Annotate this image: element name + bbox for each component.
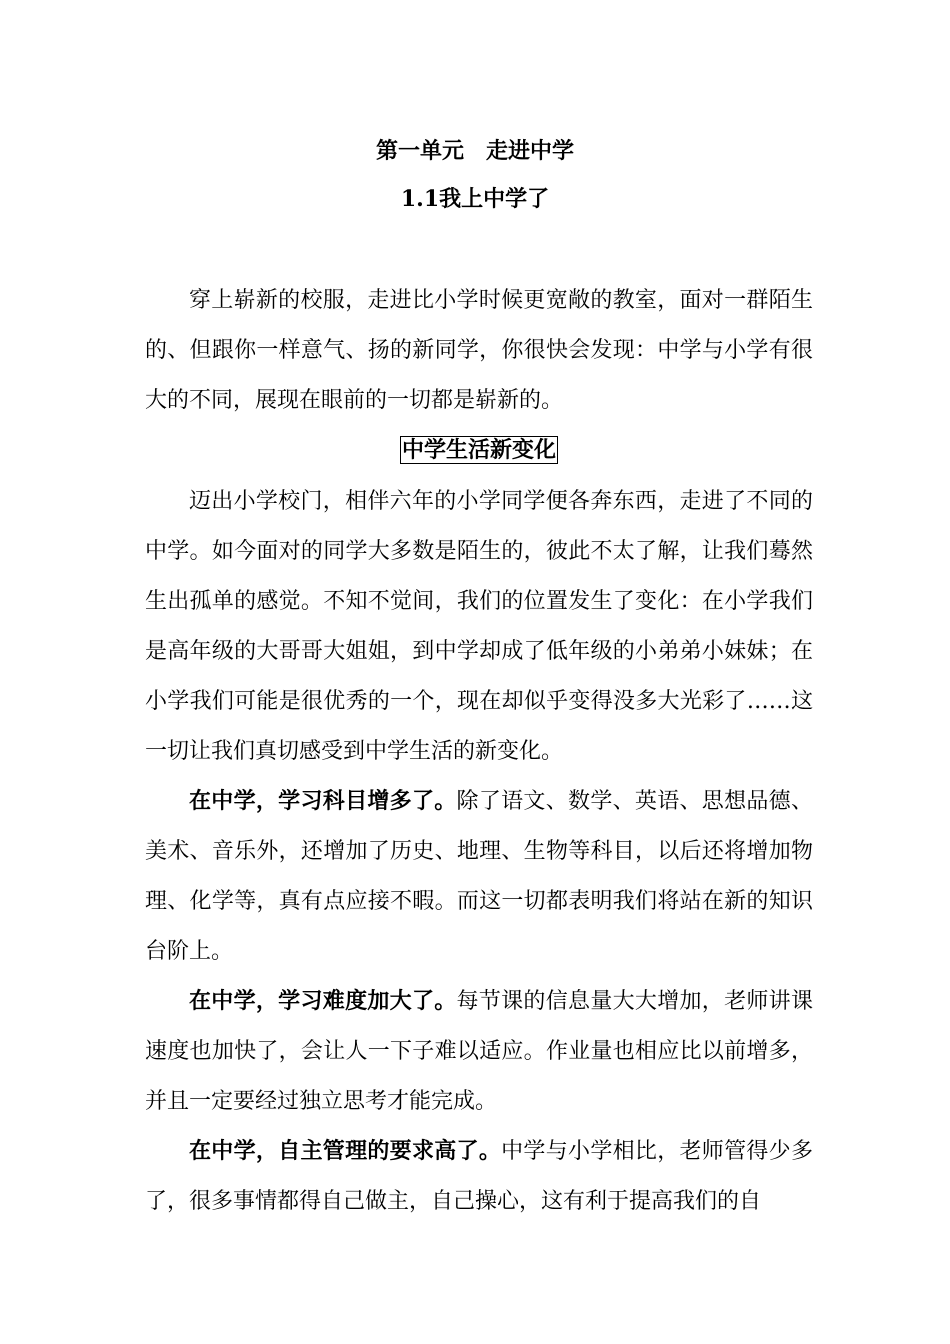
section-heading xyxy=(145,426,813,476)
paragraph-2 xyxy=(145,776,813,977)
paragraph-4-lead: 在中学，自主管理的要求高了。 xyxy=(189,1138,502,1164)
lesson-title: 1.1我上中学了 xyxy=(400,186,550,212)
unit-title xyxy=(0,136,950,166)
paragraph-1 xyxy=(145,476,813,777)
paragraph-4 xyxy=(145,1126,813,1227)
intro-block xyxy=(145,276,813,426)
paragraph-block-4 xyxy=(145,1126,813,1227)
section-heading-text: 中学生活新变化 xyxy=(401,437,556,463)
paragraph-3 xyxy=(145,976,813,1127)
section-block xyxy=(145,426,813,476)
paragraph-block-2 xyxy=(145,776,813,977)
unit-number: 第一单元 xyxy=(375,138,464,164)
paragraph-1-text: 迈出小学校门，相伴六年的小学同学便各奔东西，走进了不同的中学。如今面对的同学大多数是陌生的，彼此不太了解，让我们蓦然生出孤单的感觉。不知不觉间，我们的位置发生了变化：在小学我们是高年级的大哥哥大姐姐，到中学却成了低年级的小弟弟小妹妹；在小学我们可能是很优秀的一个，现在却似乎变得没多大光彩了……这一切让我们真切感受到中学生活的新变化。 xyxy=(145,489,813,764)
paragraph-block-1 xyxy=(145,476,813,777)
paragraph-2-text: 除了语文、数学、英语、思想品德、美术、音乐外，还增加了历史、地理、生物等科目，以后还将增加物理、化学等，真有点应接不暇。而这一切都表明我们将站在新的知识台阶上。 xyxy=(145,789,813,964)
paragraph-block-3 xyxy=(145,976,813,1127)
paragraph-4-text: 中学与小学相比，老师管得少多了，很多事情都得自己做主，自己操心，这有利于提高我们的自 xyxy=(145,1139,813,1214)
paragraph-3-text: 每节课的信息量大大增加，老师讲课速度也加快了，会让人一下子难以适应。作业量也相应比以前增多，并且一定要经过独立思考才能完成。 xyxy=(145,989,813,1114)
unit-name: 走进中学 xyxy=(486,138,575,164)
paragraph-3-lead: 在中学，学习难度加大了。 xyxy=(189,988,457,1014)
intro-paragraph: 穿上崭新的校服，走进比小学时候更宽敞的教室，面对一群陌生的、但跟你一样意气、扬的新同学，你很快会发现：中学与小学有很大的不同，展现在眼前的一切都是崭新的。 xyxy=(145,288,813,413)
paragraph-2-lead: 在中学，学习科目增多了。 xyxy=(189,788,457,814)
